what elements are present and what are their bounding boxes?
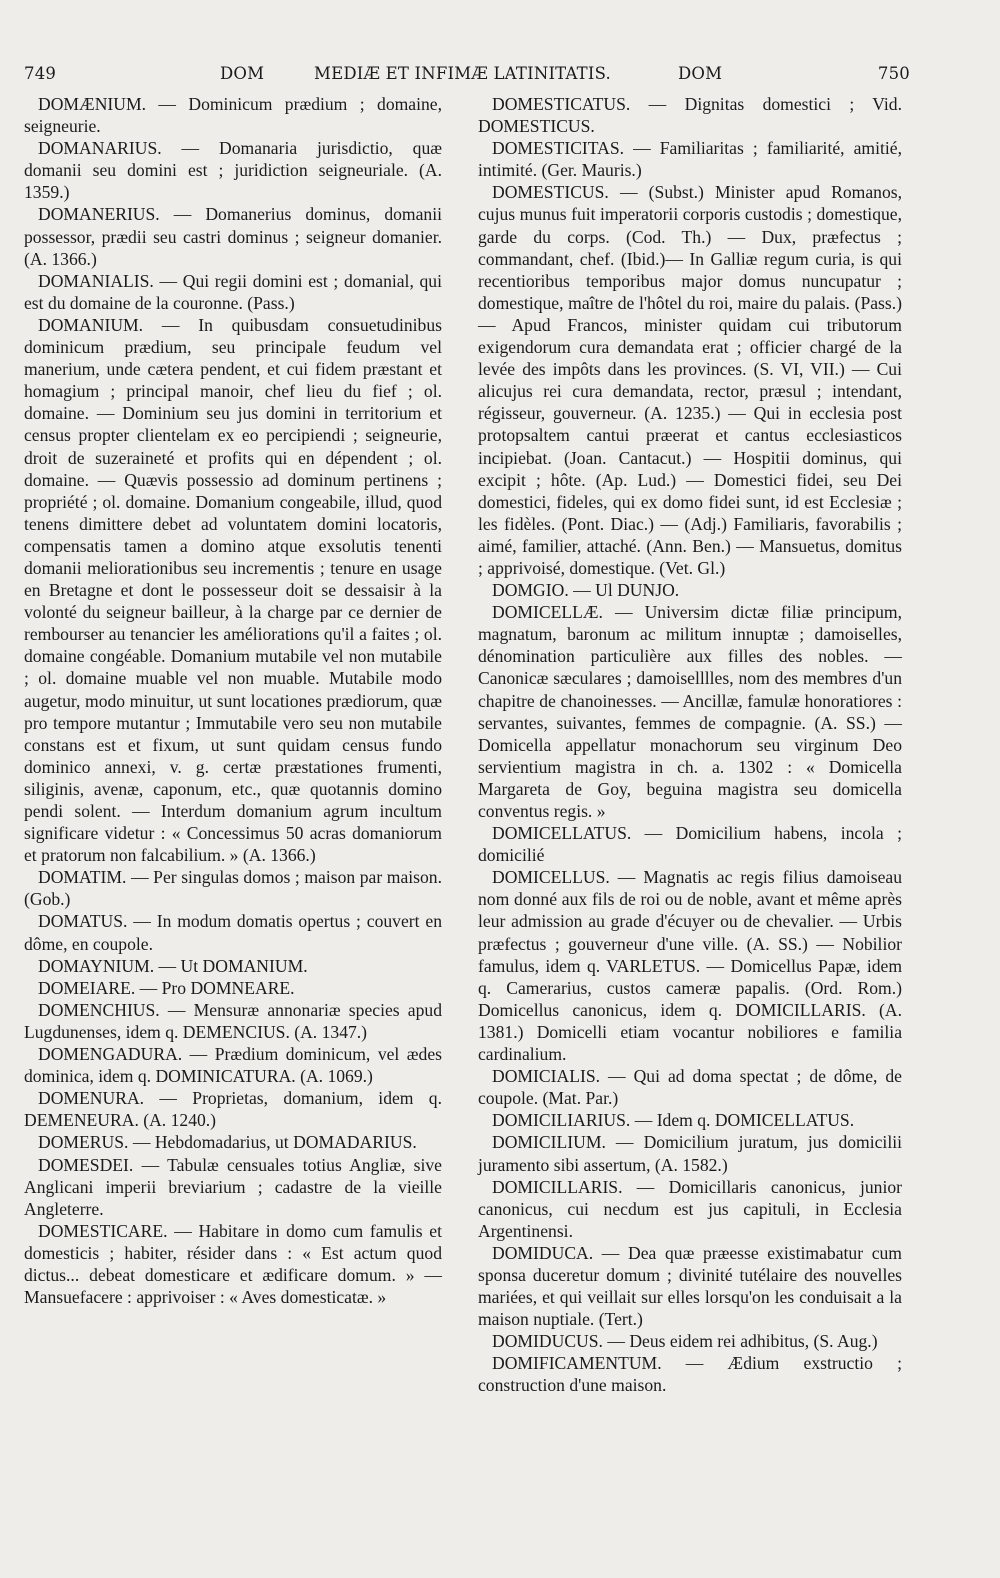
entry: DOMATUS. — In modum domatis opertus ; couvert en dôme, en coupole. — [24, 911, 442, 954]
entry: DOMIDUCA. — Dea quæ præesse existimabatur cum sponsa duceretur domum ; divinité tutélaire des nouvelles mariées, et qui veillait sur elles lorsqu'on les conduisait a la maison nuptiale. (Tert.) — [478, 1242, 902, 1330]
entry: DOMICILIUM. — Domicilium juratum, jus domicilii juramento sibi assertum, (A. 1582.) — [478, 1132, 902, 1175]
entry: DOMENCHIUS. — Mensuræ annonariæ species apud Lugdunenses, idem q. DEMENCIUS. (A. 1347.) — [24, 999, 442, 1042]
entry: DOMICIALIS. — Qui ad doma spectat ; de dôme, de coupole. (Mat. Par.) — [478, 1066, 902, 1109]
entry: DOMICELLATUS. — Domicilium habens, incola ; domicilié — [478, 823, 902, 866]
entry: DOMERUS. — Hebdomadarius, ut DOMADARIUS. — [38, 1132, 417, 1153]
entry: DOMICELLÆ. — Universim dictæ filiæ principum, magnatum, baronum ac militum innuptæ ; damoiselles, dénomination particulière aux filles des nobles. — Canonicæ sæculares ; damoiselllles, nom des membres d'un chapitre de chanoinesses. — Ancillæ, famulæ honoratiores : servantes, suivantes, femmes de compagnie. (A. SS.) — Domicella appellatur monachorum seu virginum Deo servientium magistra in ch. a. 1302 : « Domicella Margareta de Goy, beguina magistra seu domicella conventus regis. » — [478, 602, 902, 821]
entry: DOMANIALIS. — Qui regii domini est ; domanial, qui est du domaine de la couronne. (Pass.) — [24, 270, 442, 313]
entry: DOMESTICATUS. — Dignitas domestici ; Vid. DOMESTICUS. — [478, 94, 902, 137]
entry: DOMESTICUS. — (Subst.) Minister apud Romanos, cujus munus fuit imperatorii corporis custodis ; domestique, garde du corps. (Cod. Th.) — Dux, præfectus ; commandant, chef. (Ibid.)— In Galliæ regum curia, is qui recentioribus temporibus major domus nuncupatur ; domestique, maître de l'hôtel du roi, maire du palais. (Pass.) — Apud Francos, minister quidam cui tributorum exigendorum cura demandata erat ; officier chargé de la levée des impôts dans les provinces. (S. VI, VII.) — Cui alicujus rei cura demandata, rector, præsul ; intendant, régisseur, gouverneur. (A. 1235.) — Qui in ecclesia post protopsaltem cantui præerat et cantus ecclesiasticos incipiebat. (Joan. Cantacut.) — Hospitii dominus, qui excipit ; hôte. (Ap. Lud.) — Domestici fidei, seu Dei domestici, fideles, qui ex domo fidei sunt, id est Ecclesiæ ; les fidèles. (Pont. Diac.) — (Adj.) Familiaris, favorabilis ; aimé, familier, attaché. (Ann. Ben.) — Mansuetus, domitus ; apprivoisé, domestique. (Vet. Gl.) — [478, 182, 902, 578]
entry: DOMICILIARIUS. — Idem q. DOMICELLATUS. — [492, 1110, 855, 1131]
entry: DOMESDEI. — Tabulæ censuales totius Angliæ, sive Anglicani imperii breviarium ; cadastre de la vieille Angleterre. — [24, 1154, 442, 1219]
running-head-right: DOM — [678, 64, 723, 83]
entry: DOMATIM. — Per singulas domos ; maison par maison. (Gob.) — [24, 867, 442, 910]
entry: DOMENGADURA. — Prædium dominicum, vel ædes dominica, idem q. DOMINICATURA. (A. 1069.) — [24, 1044, 442, 1087]
entry: DOMESTICITAS. — Familiaritas ; familiarité, amitié, intimité. (Ger. Mauris.) — [478, 138, 902, 181]
entry: DOMANARIUS. — Domanaria jurisdictio, quæ domanii seu domini est ; juridiction seigneuriale. (A. 1359.) — [24, 138, 442, 203]
running-head-left: DOM — [220, 64, 265, 83]
entry: DOMANERIUS. — Domanerius dominus, domanii possessor, prædii seu castri dominus ; seigneur domanier. (A. 1366.) — [24, 204, 442, 269]
entry: DOMEIARE. — Pro DOMNEARE. — [38, 977, 295, 998]
page-number-right: 750 — [877, 64, 910, 83]
right-column — [478, 93, 902, 1397]
entry: DOMESTICARE. — Habitare in domo cum famulis et domesticis ; habiter, résider dans : « Est actum quod dictus... debeat domesticare et ædificare domum. » — Mansuefacere : apprivoiser : « Aves domesticatæ. » — [24, 1220, 442, 1308]
entry: DOMICILLARIS. — Domicillaris canonicus, junior canonicus, cui necdum est jus capituli, in Ecclesia Argentinensi. — [478, 1176, 902, 1241]
entry: DOMENURA. — Proprietas, domanium, idem q. DEMENEURA. (A. 1240.) — [24, 1088, 442, 1131]
left-column — [24, 93, 442, 1308]
entry: DOMGIO. — Ul DUNJO. — [492, 580, 680, 601]
entry: DOMIDUCUS. — Deus eidem rei adhibitus, (S. Aug.) — [492, 1331, 878, 1352]
page-header — [24, 64, 910, 86]
entry: DOMIFICAMENTUM. — Ædium exstructio ; construction d'une maison. — [478, 1353, 902, 1396]
page-number-left: 749 — [24, 64, 57, 83]
entry: DOMICELLUS. — Magnatis ac regis filius damoiseau nom donné aux fils de roi ou de noble, avant et même après leur admission au grade d'écuyer ou de chevalier. — Urbis præfectus ; gouverneur d'une ville. (A. SS.) — Nobilior famulus, idem q. VARLETUS. — Domicellus Papæ, idem q. Camerarius, custos cameræ papalis. (Ord. Rom.) Domicellus canonicus, idem q. DOMICILLARIS. (A. 1381.) Domicelli etiam vocantur nobiliores e familia cardinalium. — [478, 867, 902, 1065]
entry: DOMÆNIUM. — Dominicum prædium ; domaine, seigneurie. — [24, 94, 442, 137]
entry: DOMAYNIUM. — Ut DOMANIUM. — [38, 955, 308, 976]
entry: DOMANIUM. — In quibusdam consuetudinibus dominicum prædium, seu principale feudum vel manerium, unde cætera pendent, et cui fidem præstant et homagium ; principal manoir, chef lieu du fief ; ol. domaine. — Dominium seu jus domini in territorium et census propter clientelam ex eo percipiendi ; seigneurie, droit de suzeraineté et profits qui en dépendent ; ol. domaine. — Quævis possessio ad dominum pertinens ; propriété ; ol. domaine. Domanium congeabile, illud, quod tenens dimittere debet ad voluntatem domini locatoris, compensatis tamen a domino atque exsolutis tenenti domanii meliorationibus seu incrementis ; tenure en usage en Bretagne et dont le possesseur doit se dessaisir à la volonté du seigneur bailleur, à la charge par ce dernier de rembourser au tenancier les améliorations qu'il a faites ; ol. domaine congéable. Domanium mutabile vel non mutabile ; ol. domaine muable vel non muable. Mutabile modo augetur, modo minuitur, ut sunt locationes prædiorum, quæ pro tempore mutantur ; Immutabile vero seu non mutabile constans est et fixum, ut sunt quidam census fundo dominico annexi, v. g. certæ præstationes frumenti, siliginis, avenæ, caponum, etc., quæ quotannis domino pendi solent. — Interdum domanium agrum incultum significare videtur : « Concessimus 50 acras domaniorum et pratorum non falcabilium. » (A. 1366.) — [24, 314, 442, 866]
running-title: MEDIÆ ET INFIMÆ LATINITATIS. — [314, 64, 611, 83]
